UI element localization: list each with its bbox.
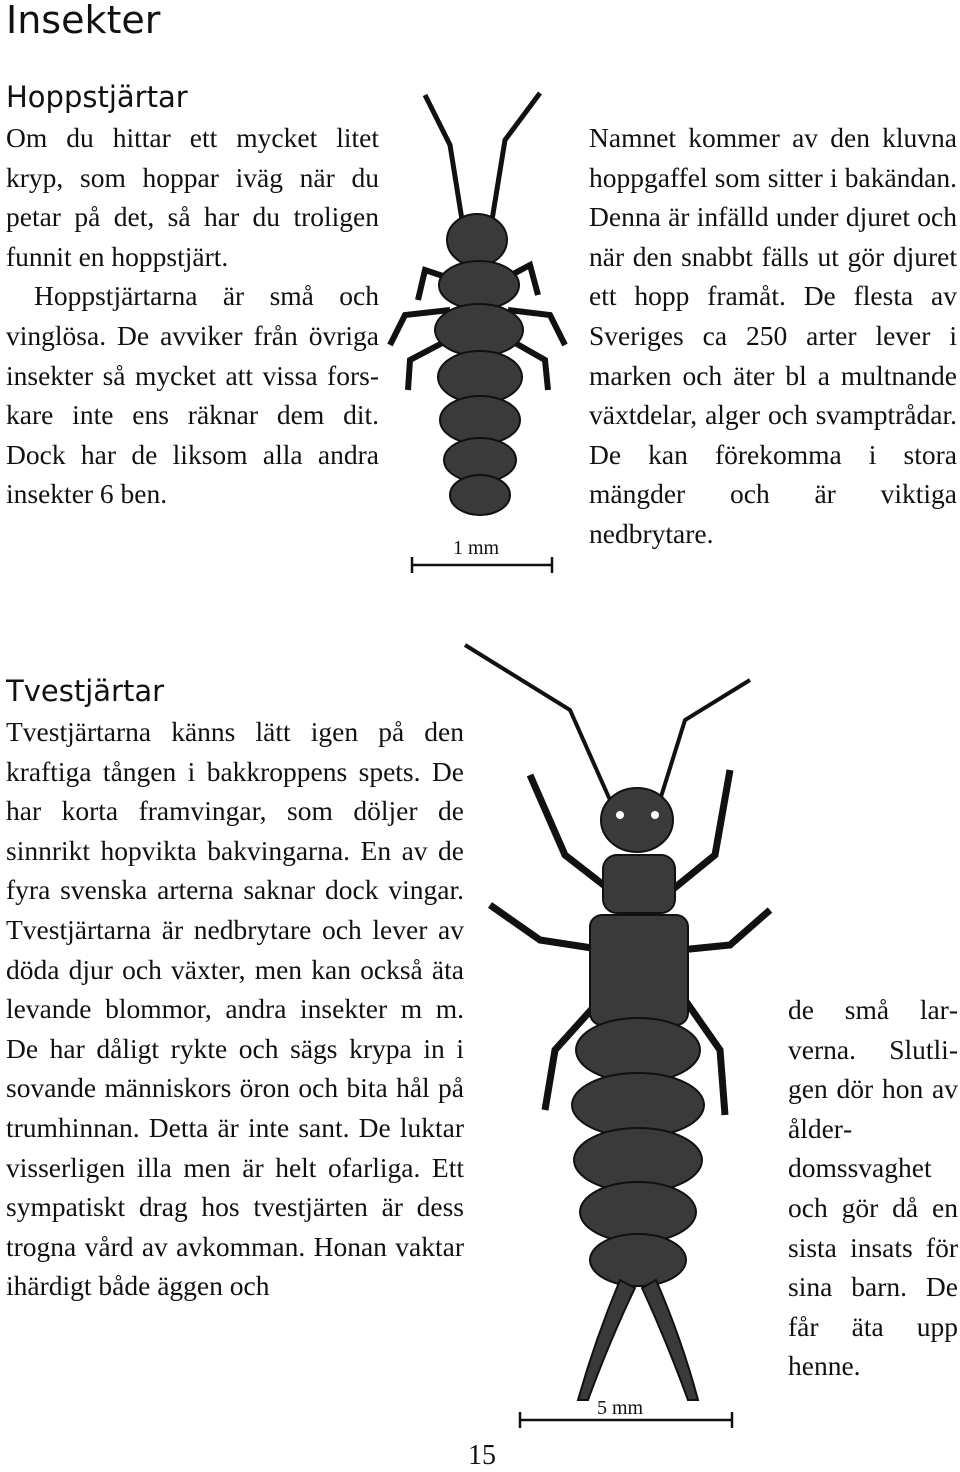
scale-label-earwig: 5 mm	[597, 1397, 644, 1419]
scale-label-springtail: 1 mm	[453, 537, 500, 559]
chapter-title: Insekter	[6, 0, 161, 42]
paragraph: Hoppstjärtarna är små och vinglösa. De avviker från övriga insekter så mycket att vissa forskare inte ens räknar dem dit. Dock har de liksom alla andra insekter 6 ben.	[6, 280, 379, 510]
springtail-illustration	[380, 85, 580, 590]
text-column-hoppstjartar-left	[6, 118, 379, 514]
earwig-illustration	[460, 640, 790, 1440]
paragraph: Tvestjärtarna känns lätt igen på den kraftiga tången i bakkroppens spets. De har korta framvingar, som döljer de sinnrikt hopvikta bakvingarna. En av de fyra svenska arterna saknar dock vingar. Tvestjärtarna är nedbrytare och lever av döda djur och växter, men kan också äta levande blommor, andra insekter m m. De har dåligt rykte och sägs krypa in i sovande människors öron och bita hål på trumhinnan. Detta är inte sant. De luktar visserligen illa men är helt ofarliga. Ett sympatiskt drag hos tvestjärten är dess trogna vård av avkomman. Honan vaktar ihärdigt både äggen och	[6, 716, 464, 1302]
text-column-tvestjartar-left	[6, 712, 464, 1306]
section-heading-hoppstjartar: Hoppstjärtar	[6, 80, 188, 114]
paragraph: Om du hittar ett mycket litet kryp, som hoppar iväg när du petar på det, så har du troligen funnit en hoppstjärt.	[6, 122, 379, 272]
paragraph: de små larverna. Slutligen dör hon av ålderdomssvaghet och gör då en sista insats för sina barn. De får äta upp henne.	[788, 994, 958, 1382]
section-heading-tvestjartar: Tvestjärtar	[6, 674, 165, 708]
text-column-tvestjartar-right	[788, 990, 958, 1386]
page-number: 15	[468, 1440, 496, 1471]
paragraph: Namnet kommer av den kluvna hoppgaffel som sitter i bakändan. Denna är infälld under djuret och när den snabbt fälls ut gör djuret ett hopp framåt. De flesta av Sveriges ca 250 arter lever i marken och äter bl a multnande växtdelar, alger och svamptrådar. De kan förekomma i stora mängder och är viktiga nedbrytare.	[589, 122, 957, 549]
text-column-hoppstjartar-right	[589, 118, 957, 554]
